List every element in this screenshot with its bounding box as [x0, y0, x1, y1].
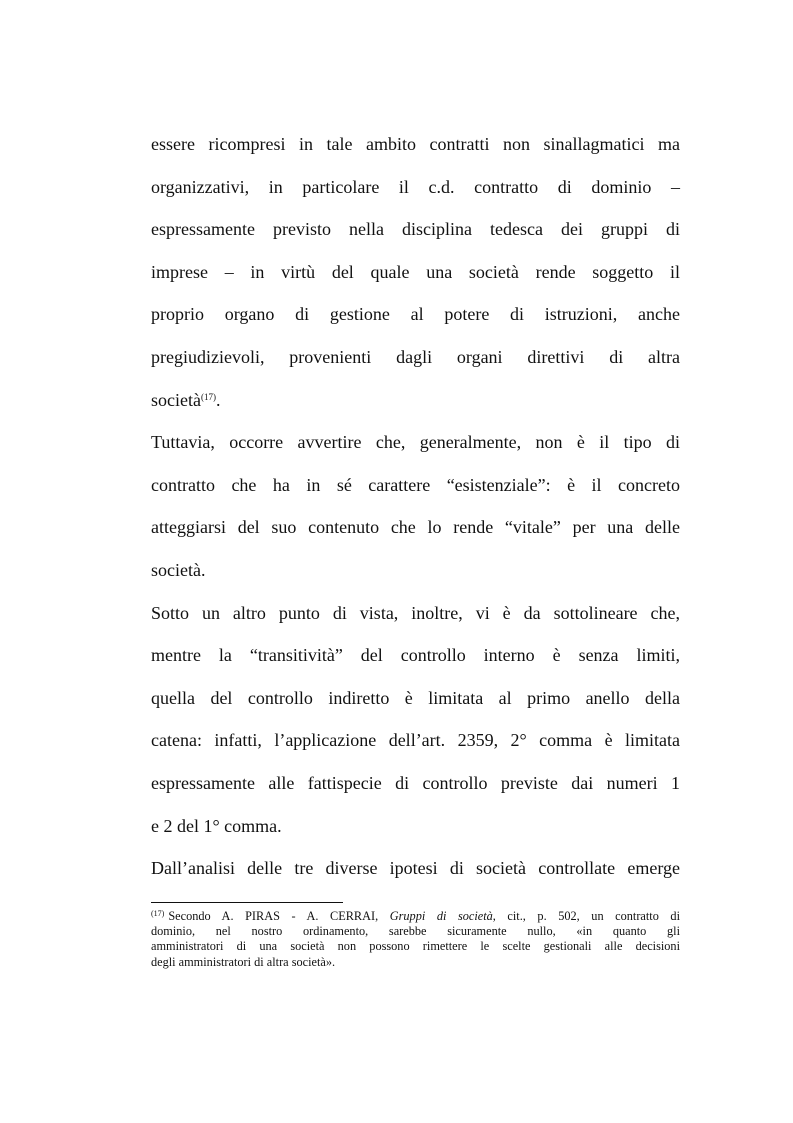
text-line: Sotto un altro punto di vista, inoltre, vi è da sottolineare che,: [151, 602, 680, 623]
footnote-line: degli amministratori di altra società».: [151, 954, 336, 969]
footnote-line: dominio, nel nostro ordinamento, sarebbe sicuramente nullo, «in quanto gli: [151, 924, 680, 939]
text-line: mentre la “transitività” del controllo interno è senza limiti,: [151, 645, 680, 666]
paragraph-contratto-di-dominio: [151, 123, 680, 421]
footnote-mark: (17): [151, 909, 165, 918]
text-line: espressamente alle fattispecie di controllo previste dai numeri 1: [151, 772, 680, 793]
text-fragment: .: [215, 389, 221, 410]
text-line: [151, 379, 680, 422]
text-line: organizzativi, in particolare il c.d. contratto di dominio –: [151, 176, 680, 197]
footnote-line: [151, 909, 680, 924]
footnote-text: , cit., p. 502, un contratto di: [492, 909, 680, 923]
text-line: Dall’analisi delle tre diverse ipotesi di società controllate emerge: [151, 858, 680, 879]
text-line: proprio organo di gestione al potere di istruzioni, anche: [151, 304, 680, 325]
paragraph-dall-analisi: [151, 847, 680, 890]
paragraph-tuttavia: [151, 421, 680, 591]
text-line: quella del controllo indiretto è limitata al primo anello della: [151, 687, 680, 708]
text-line: catena: infatti, l’applicazione dell’art. 2359, 2° comma è limitata: [151, 730, 680, 751]
document-body: [151, 123, 680, 890]
footnote-separator: [151, 902, 343, 903]
footnote-reference[interactable]: (17): [200, 391, 216, 402]
text-line: Tuttavia, occorre avvertire che, generalmente, non è il tipo di: [151, 432, 680, 453]
text-line: espressamente previsto nella disciplina tedesca dei gruppi di: [151, 219, 680, 240]
text-line: e 2 del 1° comma.: [151, 815, 282, 836]
text-fragment: società: [151, 389, 201, 410]
text-line: società.: [151, 559, 206, 580]
text-line: contratto che ha in sé carattere “esistenziale”: è il concreto: [151, 474, 680, 495]
text-line: atteggiarsi del suo contenuto che lo rende “vitale” per una delle: [151, 517, 680, 538]
text-line: pregiudizievoli, provenienti dagli organi direttivi di altra: [151, 346, 680, 367]
footnote-cited-title: Gruppi di società: [389, 909, 493, 923]
text-line: essere ricompresi in tale ambito contratti non sinallagmatici ma: [151, 134, 680, 154]
footnote-17: [151, 909, 680, 970]
footnote-line: amministratori di una società non possono rimettere le scelte gestionali alle decisioni: [151, 939, 680, 954]
footnote-text: Secondo A. PIRAS - A. CERRAI,: [168, 909, 390, 923]
paragraph-sotto-un-altro-punto: [151, 592, 680, 848]
text-line: imprese – in virtù del quale una società rende soggetto il: [151, 261, 680, 282]
